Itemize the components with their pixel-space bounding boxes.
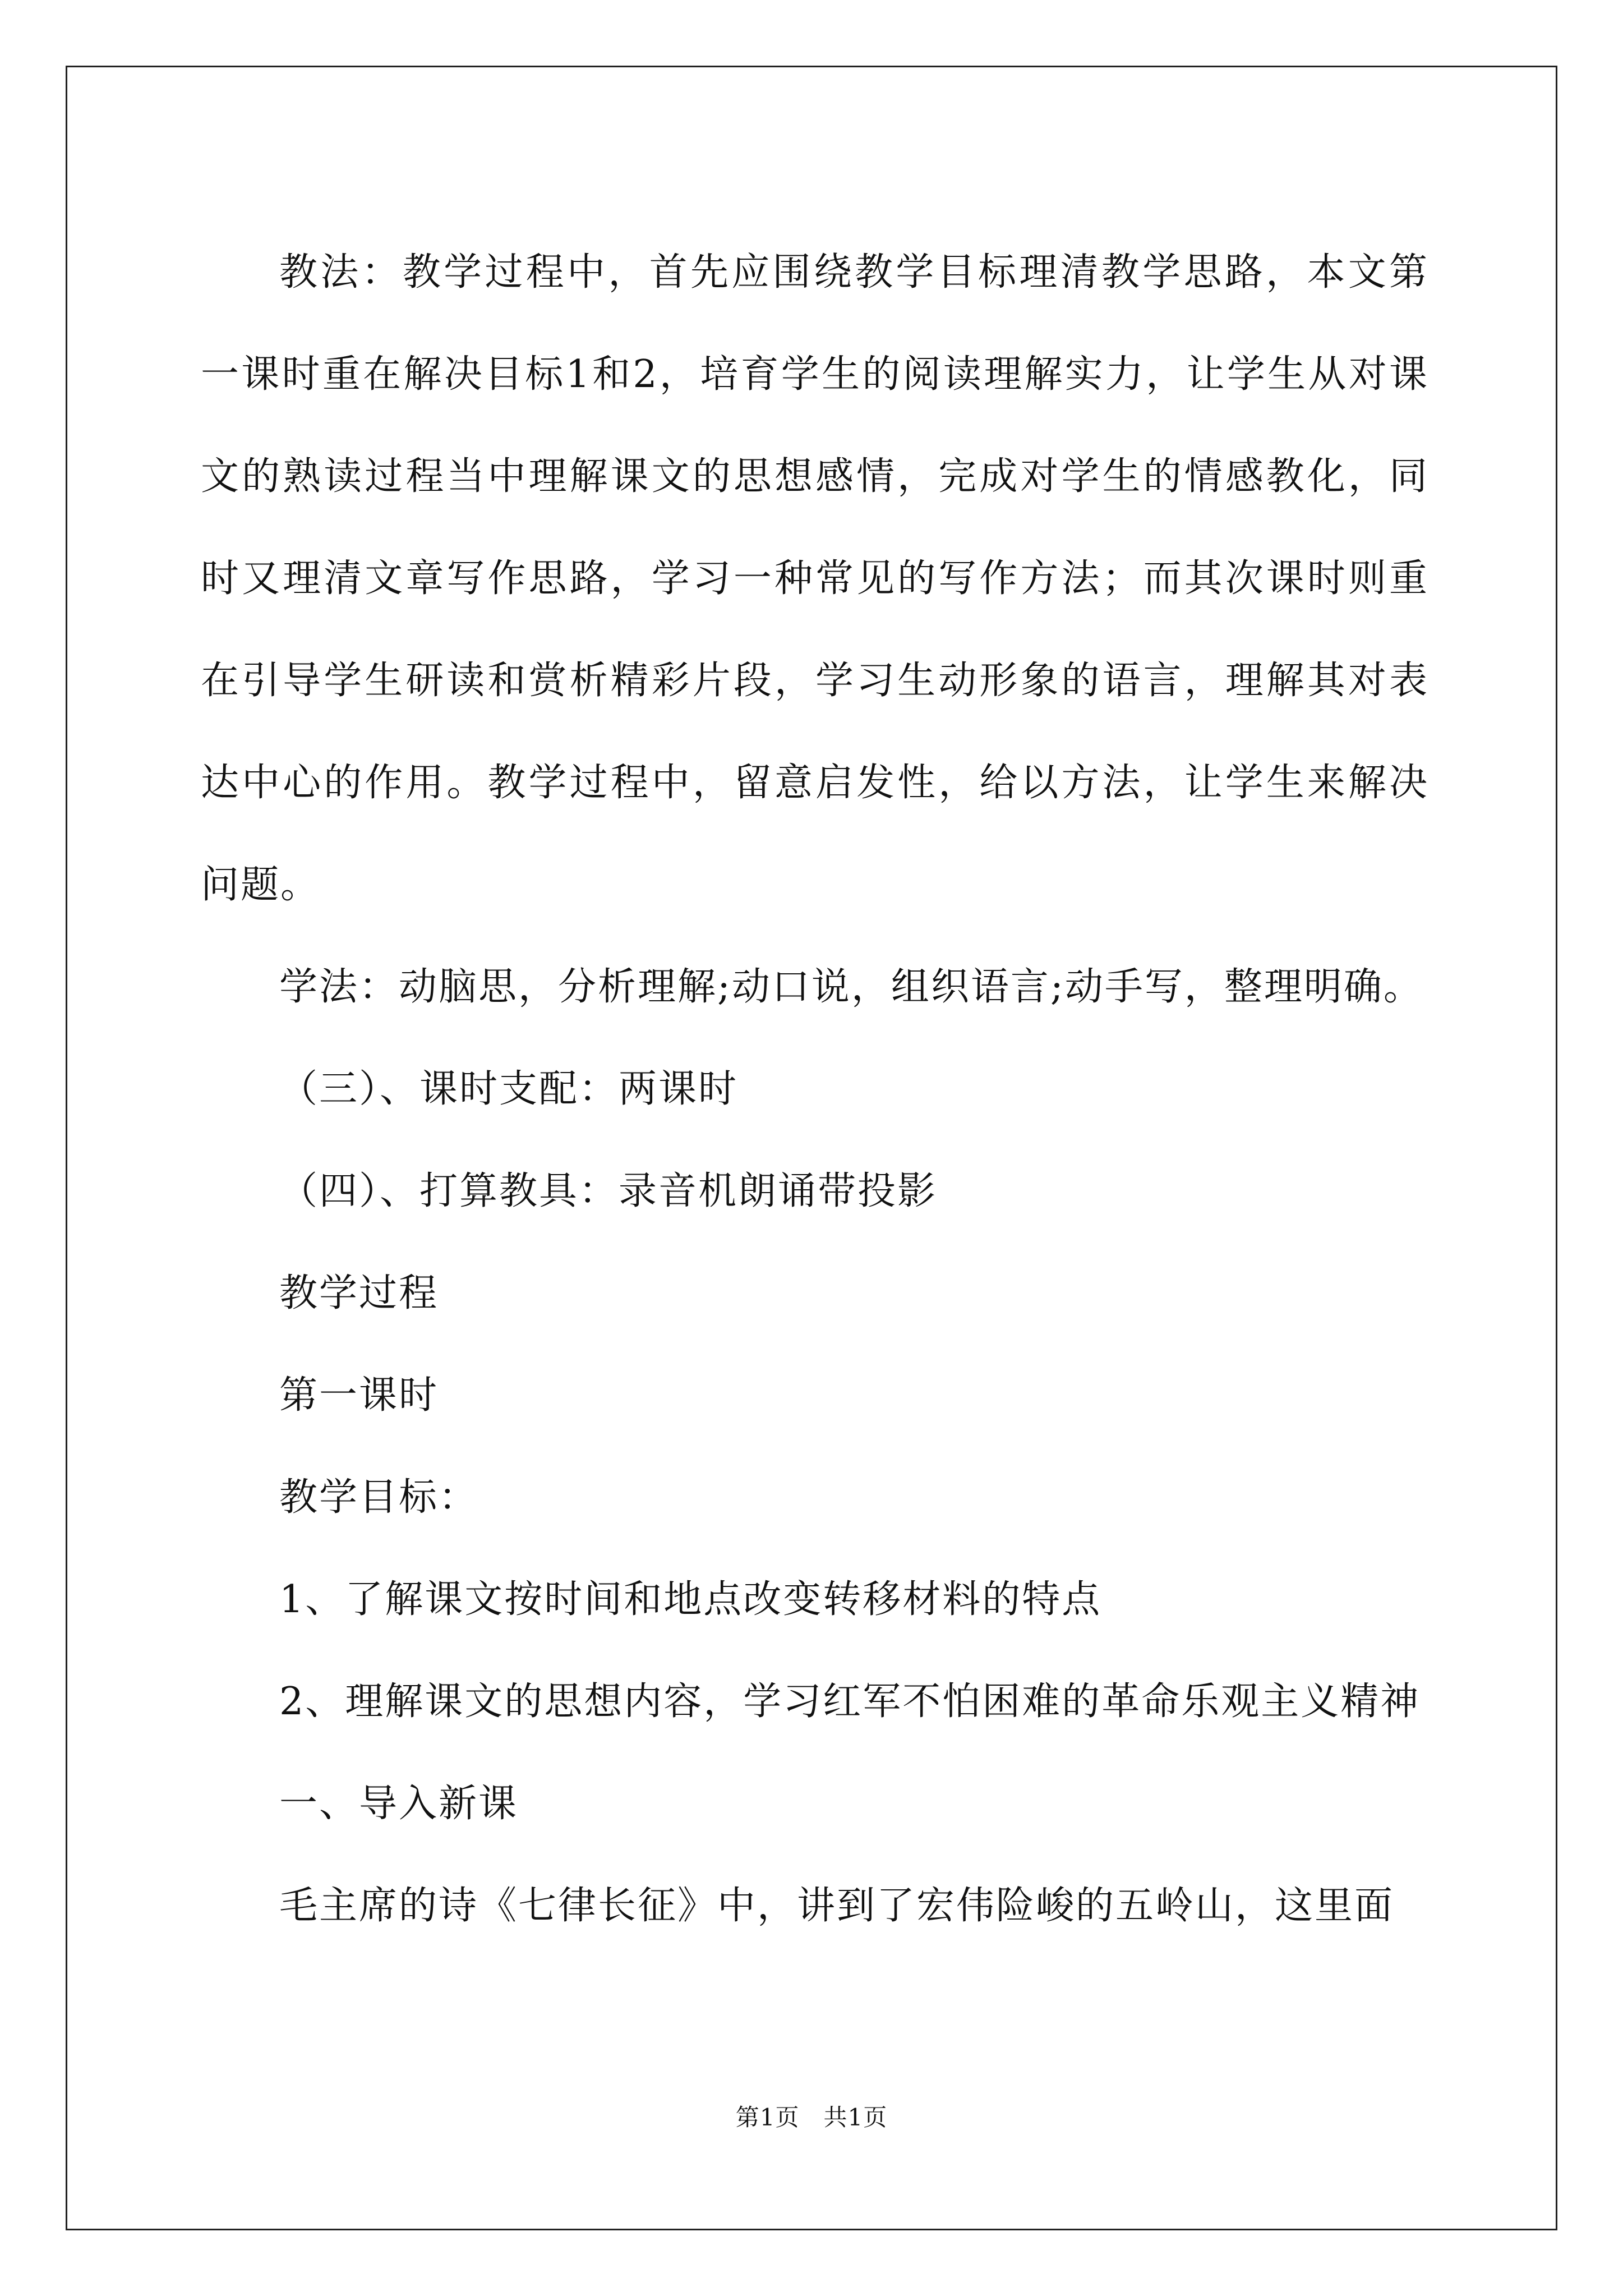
list-item-goal-2: 2、理解课文的思想内容，学习红军不怕困难的革命乐观主义精神	[279, 1680, 1421, 1724]
heading-teaching-process: 教学过程	[279, 1271, 439, 1315]
paragraph-learning-method: 学法：动脑思，分析理解;动口说，组织语言;动手写，整理明确。	[279, 965, 1423, 1009]
heading-first-lesson: 第一课时	[279, 1373, 439, 1418]
paragraph-class-hours: （三）、课时支配：两课时	[279, 1067, 739, 1111]
document-body	[201, 222, 1429, 1957]
heading-teaching-goals: 教学目标：	[279, 1475, 479, 1520]
paragraph-teaching-aids: （四）、打算教具：录音机朗诵带投影	[279, 1169, 938, 1213]
paragraph-teaching-method: 教法：教学过程中，首先应围绕教学目标理清教学思路，本文第一课时重在解决目标1和2，培育学生的阅读理解实力，让学生从对课文的熟读过程当中理解课文的思想感情，完成对学生的情感教化，同时又理清文章写作思路，学习一种常见的写作方法；而其次课时则重在引导学生研读和赏析精彩片段，学习生动形象的语言，理解其对表达中心的作用。教学过程中，留意启发性，给以方法，让学生来解决问题。	[201, 250, 1429, 907]
heading-introduction: 一、导入新课	[279, 1782, 519, 1826]
page-footer: 第1页 共1页	[735, 2104, 888, 2131]
paragraph-introduction-text: 毛主席的诗《七律长征》中，讲到了宏伟险峻的五岭山，这里面	[279, 1884, 1395, 1928]
list-item-goal-1: 1、了解课文按时间和地点改变转移材料的特点	[279, 1577, 1102, 1622]
